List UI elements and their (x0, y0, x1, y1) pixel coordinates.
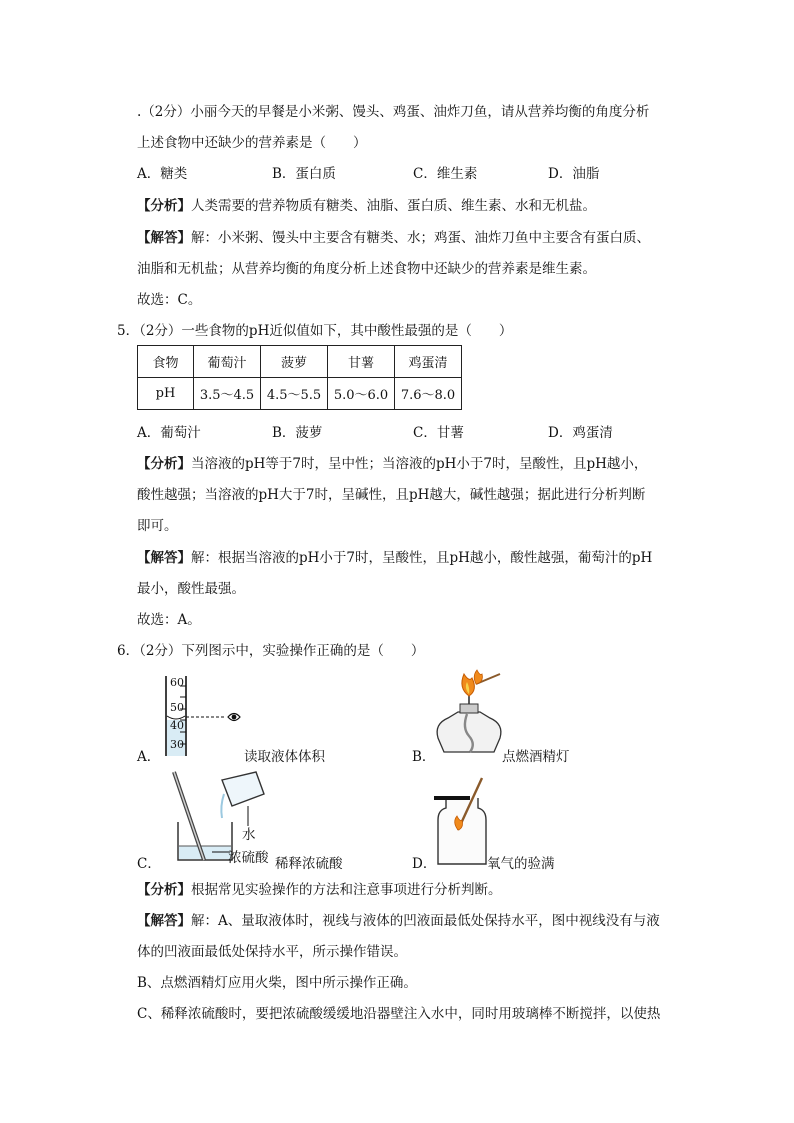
table-cell: 葡萄汁 (194, 346, 261, 378)
fig-d-caption: 氧气的验满 (487, 856, 555, 872)
q5-analysis-line1 (137, 454, 647, 474)
answer-tag: 【解答】 (137, 913, 191, 929)
table-cell: pH (138, 378, 194, 410)
q5-analysis-line3: 即可。 (137, 518, 178, 534)
q5-stem (117, 321, 512, 341)
q5-answer-line1 (137, 548, 652, 568)
q6-answer-line1 (137, 911, 660, 931)
tick-label-40: 40 (170, 719, 184, 732)
q5-answer-line2: 最小，酸性最强。 (137, 581, 245, 597)
q6-answer-text1: 解：A、量取液体时，视线与液体的凹液面最低处保持水平，图中视线没有与液 (191, 913, 660, 929)
table-cell: 7.6～8.0 (395, 378, 462, 410)
fig-c-caption: 稀释浓硫酸 (275, 856, 343, 872)
q6-stem-text: （2分）下列图示中，实验操作正确的是（ ） (139, 643, 425, 659)
q5-stem-text: （2分）一些食物的pH近似值如下，其中酸性最强的是（ ） (139, 323, 513, 339)
table-row (138, 346, 462, 378)
analysis-tag: 【分析】 (137, 882, 191, 898)
q6-stem (117, 641, 424, 661)
q4-answer-text1: 解：小米粥、馒头中主要含有糖类、水；鸡蛋、油炸刀鱼中主要含有蛋白质、 (191, 230, 650, 246)
table-cell: 食物 (138, 346, 194, 378)
tick-label-30: 30 (170, 738, 184, 751)
q4-stem-line2: 上述食物中还缺少的营养素是（ ） (137, 135, 367, 151)
q5-choice: 故选：A。 (137, 612, 201, 628)
fig-a-letter: A． (137, 749, 161, 765)
fig-b-letter: B． (412, 749, 436, 765)
table-cell: 4.5～5.5 (261, 378, 328, 410)
q5-number: 5． (117, 323, 140, 339)
q4-stem-line1: .（2分）小丽今天的早餐是小米粥、馒头、鸡蛋、油炸刀鱼，请从营养均衡的角度分析 (137, 104, 650, 120)
q4-option-b: B．蛋白质 (272, 166, 336, 182)
q5-option-c: C．甘薯 (413, 425, 464, 441)
table-cell: 3.5～4.5 (194, 378, 261, 410)
alcohol-lamp-figure (432, 666, 506, 760)
q5-option-d: D．鸡蛋清 (548, 425, 613, 441)
q6-answer-line2: 体的凹液面最低处保持水平，所示操作错误。 (137, 944, 407, 960)
ph-table (137, 345, 462, 410)
fig-d-letter: D． (412, 856, 437, 872)
fig-a-caption: 读取液体体积 (244, 749, 325, 765)
q4-choice: 故选：C。 (137, 292, 202, 308)
q4-option-c: C．维生素 (413, 166, 478, 182)
acid-label: 浓硫酸 (228, 850, 269, 866)
table-row (138, 378, 462, 410)
q5-option-a: A．葡萄汁 (137, 425, 201, 441)
q6-analysis-text: 根据常见实验操作的方法和注意事项进行分析判断。 (191, 882, 502, 898)
answer-tag: 【解答】 (137, 550, 191, 566)
water-label: 水 (242, 827, 256, 843)
fig-c-letter: C． (137, 856, 161, 872)
q4-option-a: A．糖类 (137, 166, 188, 182)
q4-option-d: D．油脂 (548, 166, 600, 182)
q5-analysis-text1: 当溶液的pH等于7时，呈中性；当溶液的pH小于7时，呈酸性，且pH越小， (191, 456, 648, 472)
q4-answer-line2: 油脂和无机盐；从营养均衡的角度分析上述食物中还缺少的营养素是维生素。 (137, 261, 596, 277)
table-cell: 菠萝 (261, 346, 328, 378)
table-cell: 甘薯 (328, 346, 395, 378)
q5-answer-text1: 解：根据当溶液的pH小于7时，呈酸性，且pH越小，酸性越强，葡萄汁的pH (191, 550, 653, 566)
q6-analysis (137, 880, 502, 900)
table-cell: 鸡蛋清 (395, 346, 462, 378)
analysis-tag: 【分析】 (137, 456, 191, 472)
tick-label-50: 50 (170, 701, 184, 714)
tick-label-60: 60 (170, 676, 184, 689)
q4-analysis (137, 196, 596, 216)
q4-analysis-text: 人类需要的营养物质有糖类、油脂、蛋白质、维生素、水和无机盐。 (191, 198, 596, 214)
q5-option-b: B．菠萝 (272, 425, 323, 441)
analysis-tag: 【分析】 (137, 198, 191, 214)
table-cell: 5.0～6.0 (328, 378, 395, 410)
q6-answer-line4: C、稀释浓硫酸时，要把浓硫酸缓缓地沿器壁注入水中，同时用玻璃棒不断搅拌，以使热 (137, 1006, 661, 1022)
q5-analysis-line2: 酸性越强；当溶液的pH大于7时，呈碱性，且pH越大，碱性越强；据此进行分析判断 (137, 487, 646, 503)
fig-b-caption: 点燃酒精灯 (502, 749, 570, 765)
q4-answer-line1 (137, 228, 650, 248)
q6-number: 6． (117, 643, 140, 659)
q6-answer-line3: B、点燃酒精灯应用火柴，图中所示操作正确。 (137, 975, 417, 991)
gas-bottle-figure (432, 774, 492, 870)
answer-tag: 【解答】 (137, 230, 191, 246)
